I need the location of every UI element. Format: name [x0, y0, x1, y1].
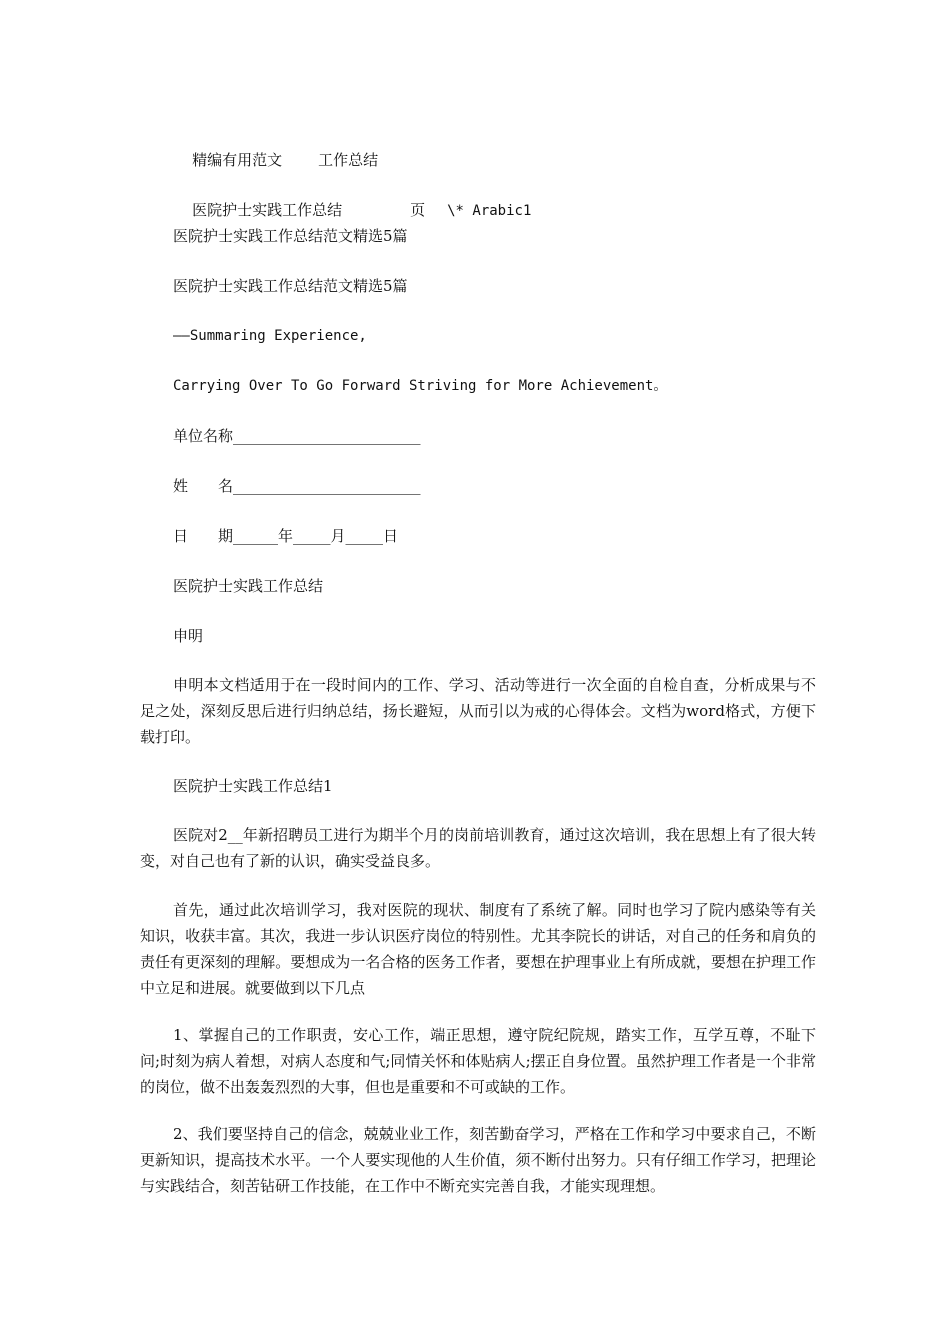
- running-title-text: 医院护士实践工作总结: [192, 201, 343, 219]
- statement-body: 申明本文档适用于在一段时间内的工作、学习、活动等进行一次全面的自检自查，分析成果与不足之处，深刻反思后进行归纳总结，扬长避短，从而引以为戒的心得体会。文档为word格式，方便下载打印。: [140, 676, 816, 746]
- section-1-title: 医院护士实践工作总结1: [173, 777, 333, 795]
- header-left: 精编有用范文: [192, 151, 283, 169]
- tagline-2: Carrying Over To Go Forward Striving for More Achievement。: [173, 378, 668, 394]
- paragraph: 1、掌握自己的工作职责，安心工作，端正思想，遵守院纪院规，踏实工作，互学互尊，不耻下问;时刻为病人着想，对病人态度和气;同情关怀和体贴病人;摆正自身位置。虽然护理工作者是一个非常的岗位，做不出轰轰烈烈的大事，但也是重要和不可或缺的工作。: [140, 1026, 816, 1096]
- form-date: 日 期______年_____月_____日: [173, 527, 399, 545]
- statement-heading: 申明: [173, 627, 204, 645]
- form-person-name: 姓 名_________________________: [173, 477, 421, 495]
- heading-1: 医院护士实践工作总结范文精选5篇: [173, 227, 408, 245]
- form-unit-name: 单位名称_________________________: [173, 427, 421, 445]
- tagline-1: ——Summaring Experience,: [173, 328, 367, 344]
- heading-2: 医院护士实践工作总结范文精选5篇: [173, 277, 408, 295]
- paragraph: 2、我们要坚持自己的信念，兢兢业业工作，刻苦勤奋学习，严格在工作和学习中要求自己，不断更新知识，提高技术水平。一个人要实现他的人生价值，须不断付出努力。只有仔细工作学习，把理论与实践结合，刻苦钻研工作技能，在工作中不断充实完善自我，才能实现理想。: [140, 1125, 816, 1195]
- header-right: 工作总结: [318, 151, 379, 169]
- paragraph: 医院对2__年新招聘员工进行为期半个月的岗前培训教育，通过这次培训，我在思想上有了很大转变，对自己也有了新的认识，确实受益良多。: [140, 826, 816, 870]
- paragraph: 首先，通过此次培训学习，我对医院的现状、制度有了系统了解。同时也学习了院内感染等有关知识，收获丰富。其次，我进一步认识医疗岗位的特别性。尤其李院长的讲话，对自己的任务和肩负的责任有更深刻的理解。要想成为一名合格的医务工作者，要想在护理事业上有所成就，要想在护理工作中立足和进展。就要做到以下几点: [140, 901, 816, 997]
- page-label: 页: [410, 201, 426, 219]
- page-field-code: \* Arabic1: [447, 203, 532, 219]
- doc-title: 医院护士实践工作总结: [173, 577, 324, 595]
